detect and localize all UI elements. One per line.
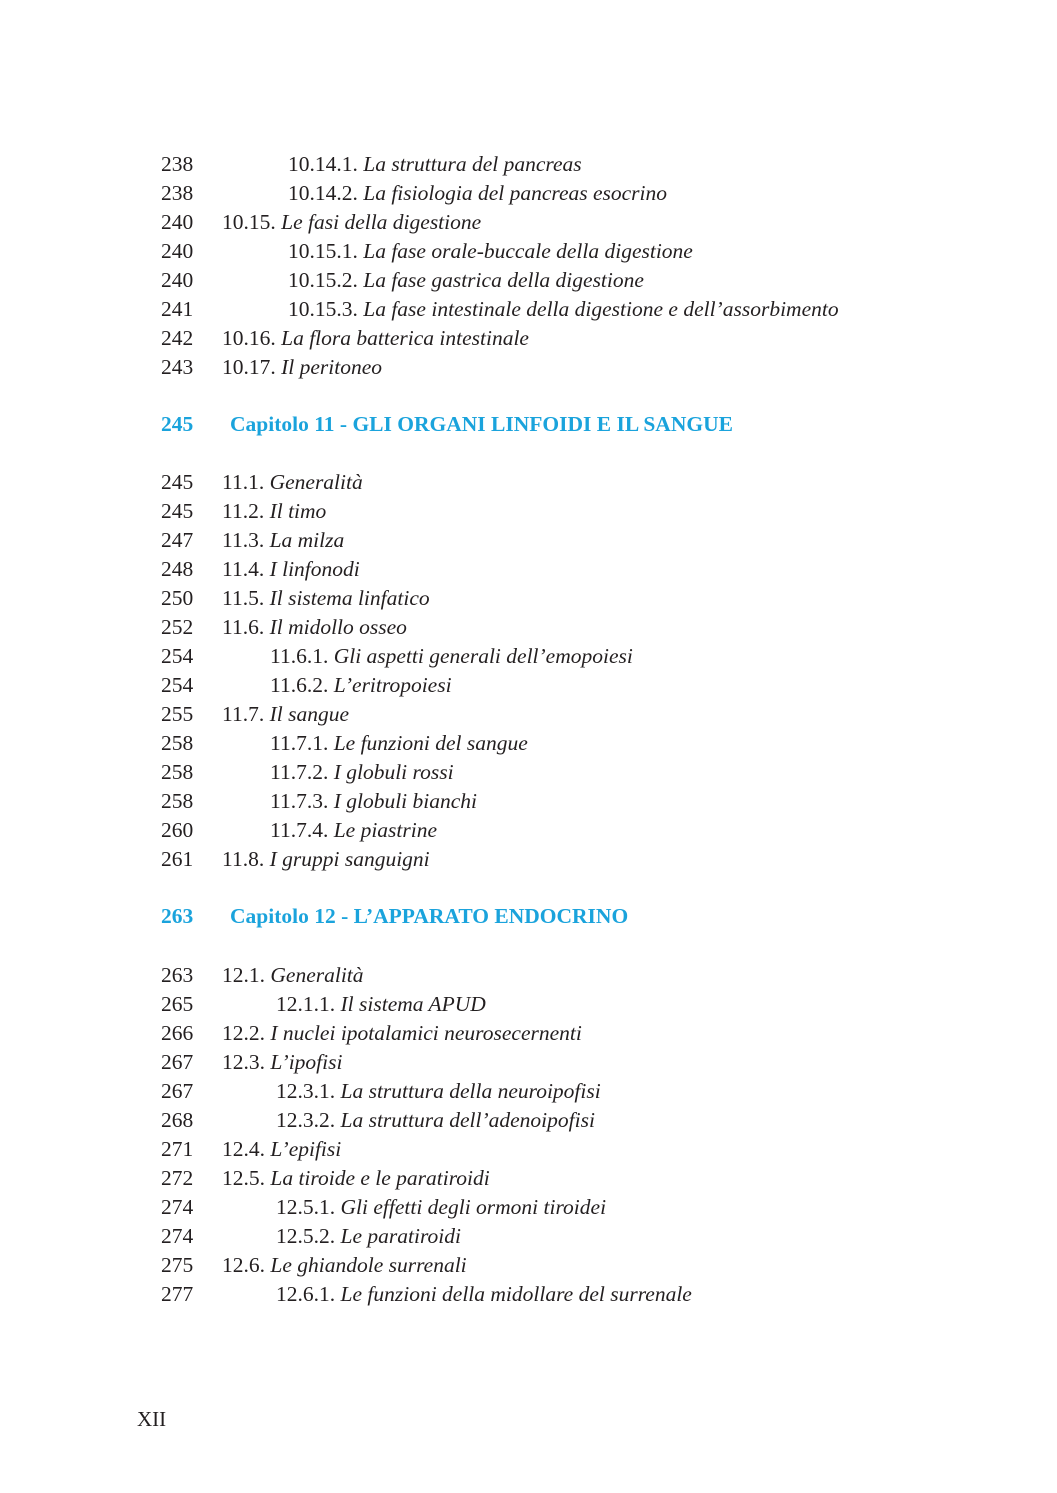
section-title: I gruppi sanguigni [269, 847, 430, 871]
toc-entry [0, 468, 1057, 497]
entry-text [222, 845, 430, 874]
entry-text [222, 468, 363, 497]
section-number: 12.1.1. [276, 992, 336, 1016]
toc-entry [0, 845, 1057, 874]
page-number: 245 [161, 470, 194, 494]
toc-entry [0, 1193, 1057, 1222]
page-number: 238 [161, 181, 194, 205]
section-number: 12.5. [222, 1166, 265, 1190]
chapter-title: Capitolo 11 - GLI ORGANI LINFOIDI E IL SANGUE [230, 412, 733, 436]
toc-entry [0, 237, 1057, 266]
toc-entry [0, 1135, 1057, 1164]
toc-entry [0, 961, 1057, 990]
entry-text [288, 295, 839, 324]
page-number: 274 [161, 1224, 194, 1248]
chapter-page-number: 263 [161, 904, 194, 928]
section-number: 11.6.1. [270, 644, 329, 668]
toc-entry [0, 353, 1057, 382]
toc-entry [0, 758, 1057, 787]
entry-text [276, 1193, 606, 1222]
toc-entry [0, 1077, 1057, 1106]
entry-text [222, 555, 360, 584]
chapter-page-number: 245 [161, 412, 194, 436]
entry-text [288, 237, 693, 266]
entry-text [222, 584, 430, 613]
section-number: 12.3.1. [276, 1079, 336, 1103]
toc-entry [0, 1106, 1057, 1135]
entry-text [276, 990, 486, 1019]
page-number: 260 [161, 818, 194, 842]
toc-entry [0, 787, 1057, 816]
section-title: La fisiologia del pancreas esocrino [363, 181, 668, 205]
entry-text [222, 497, 326, 526]
section-number: 11.6. [222, 615, 265, 639]
section-title: I linfonodi [269, 557, 360, 581]
section-title: La flora batterica intestinale [281, 326, 529, 350]
entry-text [270, 729, 528, 758]
section-number: 11.7.4. [270, 818, 329, 842]
entry-text [276, 1222, 461, 1251]
section-title: La struttura dell’adenoipofisi [340, 1108, 595, 1132]
section-title: La struttura della neuroipofisi [340, 1079, 601, 1103]
section-number: 12.1. [222, 963, 265, 987]
page-number: 261 [161, 847, 194, 871]
entry-text [222, 613, 407, 642]
section-title: L’eritropoiesi [333, 673, 452, 697]
section-number: 12.5.1. [276, 1195, 336, 1219]
page-number: 267 [161, 1050, 194, 1074]
entry-text [222, 961, 364, 990]
entry-text [288, 179, 667, 208]
section-title: Le paratiroidi [340, 1224, 461, 1248]
toc-entry [0, 1280, 1057, 1309]
section-number: 10.16. [222, 326, 276, 350]
page-number: 272 [161, 1166, 194, 1190]
section-title: La fase gastrica della digestione [363, 268, 644, 292]
section-number: 12.3.2. [276, 1108, 336, 1132]
section-number: 10.15. [222, 210, 276, 234]
section-number: 11.7.2. [270, 760, 329, 784]
section-number: 10.17. [222, 355, 276, 379]
section-title: I globuli bianchi [333, 789, 478, 813]
toc-entry [0, 295, 1057, 324]
section-number: 11.2. [222, 499, 265, 523]
entry-text [222, 1164, 490, 1193]
page-number: 252 [161, 615, 194, 639]
toc-entry [0, 497, 1057, 526]
page-number: 258 [161, 789, 194, 813]
section-title: Generalità [269, 470, 363, 494]
section-title: Gli effetti degli ormoni tiroidei [340, 1195, 607, 1219]
section-number: 11.7.1. [270, 731, 329, 755]
entry-text [288, 266, 644, 295]
section-title: Le funzioni della midollare del surrenale [340, 1282, 692, 1306]
page-number: 277 [161, 1282, 194, 1306]
section-number: 12.2. [222, 1021, 265, 1045]
page-number: 247 [161, 528, 194, 552]
section-title: Le piastrine [333, 818, 438, 842]
page-number: 255 [161, 702, 194, 726]
entry-text [270, 758, 454, 787]
toc-entry [0, 816, 1057, 845]
page-number: 258 [161, 731, 194, 755]
page-number: 271 [161, 1137, 194, 1161]
page-number: 265 [161, 992, 194, 1016]
page-number: 245 [161, 499, 194, 523]
entry-text [222, 208, 481, 237]
page-number: 242 [161, 326, 194, 350]
section-number: 10.15.2. [288, 268, 358, 292]
section-title: Il timo [269, 499, 327, 523]
entry-text [222, 700, 349, 729]
section-number: 12.6.1. [276, 1282, 336, 1306]
section-title: Il midollo osseo [269, 615, 407, 639]
page-number: 267 [161, 1079, 194, 1103]
page-number: 275 [161, 1253, 194, 1277]
section-title: La fase orale-buccale della digestione [363, 239, 693, 263]
section-title: La milza [269, 528, 345, 552]
entry-text [270, 816, 437, 845]
section-title: Le ghiandole surrenali [270, 1253, 467, 1277]
page-number: 238 [161, 152, 194, 176]
toc-entry [0, 208, 1057, 237]
page-number: 240 [161, 210, 194, 234]
section-title: Generalità [270, 963, 364, 987]
section-title: La tiroide e le paratiroidi [270, 1166, 490, 1190]
entry-text [222, 1135, 341, 1164]
entry-text [222, 526, 344, 555]
section-number: 10.15.1. [288, 239, 358, 263]
page-number: 254 [161, 644, 194, 668]
section-title: I nuclei ipotalamici neurosecernenti [270, 1021, 582, 1045]
section-number: 12.4. [222, 1137, 265, 1161]
toc-entry [0, 1222, 1057, 1251]
page-number: 266 [161, 1021, 194, 1045]
section-number: 12.6. [222, 1253, 265, 1277]
section-title: Le funzioni del sangue [333, 731, 528, 755]
toc-entry [0, 1251, 1057, 1280]
toc-entry [0, 1164, 1057, 1193]
page-number: 240 [161, 268, 194, 292]
toc-entry [0, 324, 1057, 353]
section-number: 12.5.2. [276, 1224, 336, 1248]
entry-text [222, 1251, 467, 1280]
toc-entry [0, 526, 1057, 555]
toc-entry [0, 150, 1057, 179]
section-number: 11.7. [222, 702, 265, 726]
section-title: Il peritoneo [281, 355, 383, 379]
entry-text [222, 324, 529, 353]
page-number: 250 [161, 586, 194, 610]
page-number: 274 [161, 1195, 194, 1219]
toc-entry [0, 671, 1057, 700]
entry-text [222, 353, 382, 382]
chapter-heading [0, 410, 1057, 439]
section-title: Il sangue [269, 702, 349, 726]
toc-entry [0, 179, 1057, 208]
page-number: 258 [161, 760, 194, 784]
section-number: 11.5. [222, 586, 265, 610]
section-number: 11.8. [222, 847, 265, 871]
page-number: 268 [161, 1108, 194, 1132]
section-title: L’epifisi [270, 1137, 342, 1161]
page-number: 248 [161, 557, 194, 581]
entry-text [276, 1077, 601, 1106]
section-title: I globuli rossi [333, 760, 454, 784]
section-number: 11.4. [222, 557, 265, 581]
section-title: L’ipofisi [270, 1050, 343, 1074]
section-title: Le fasi della digestione [281, 210, 482, 234]
entry-text [270, 787, 477, 816]
section-number: 10.14.2. [288, 181, 358, 205]
page-number: 240 [161, 239, 194, 263]
toc-entry [0, 729, 1057, 758]
section-title: Il sistema APUD [340, 992, 486, 1016]
page-number: 241 [161, 297, 194, 321]
page-number: 243 [161, 355, 194, 379]
entry-text [276, 1280, 692, 1309]
entry-text [270, 671, 452, 700]
section-number: 11.3. [222, 528, 265, 552]
section-number: 11.6.2. [270, 673, 329, 697]
entry-text [222, 1048, 342, 1077]
section-number: 12.3. [222, 1050, 265, 1074]
toc-entry [0, 1019, 1057, 1048]
toc-entry [0, 613, 1057, 642]
entry-text [288, 150, 582, 179]
section-number: 11.7.3. [270, 789, 329, 813]
toc-entry [0, 990, 1057, 1019]
section-number: 10.14.1. [288, 152, 358, 176]
section-title: La struttura del pancreas [363, 152, 582, 176]
chapter-heading [0, 902, 1057, 931]
page-folio: XII [137, 1407, 167, 1431]
toc-entry [0, 642, 1057, 671]
toc-entry [0, 700, 1057, 729]
entry-text [276, 1106, 595, 1135]
page-number: 263 [161, 963, 194, 987]
chapter-title: Capitolo 12 - L’APPARATO ENDOCRINO [230, 904, 629, 928]
section-number: 11.1. [222, 470, 265, 494]
toc-entry [0, 555, 1057, 584]
section-title: La fase intestinale della digestione e dell’assorbimento [363, 297, 839, 321]
section-number: 10.15.3. [288, 297, 358, 321]
toc-entry [0, 266, 1057, 295]
page-number: 254 [161, 673, 194, 697]
section-title: Gli aspetti generali dell’emopoiesi [333, 644, 633, 668]
entry-text [222, 1019, 582, 1048]
entry-text [270, 642, 633, 671]
toc-entry [0, 1048, 1057, 1077]
section-title: Il sistema linfatico [269, 586, 430, 610]
toc-entry [0, 584, 1057, 613]
